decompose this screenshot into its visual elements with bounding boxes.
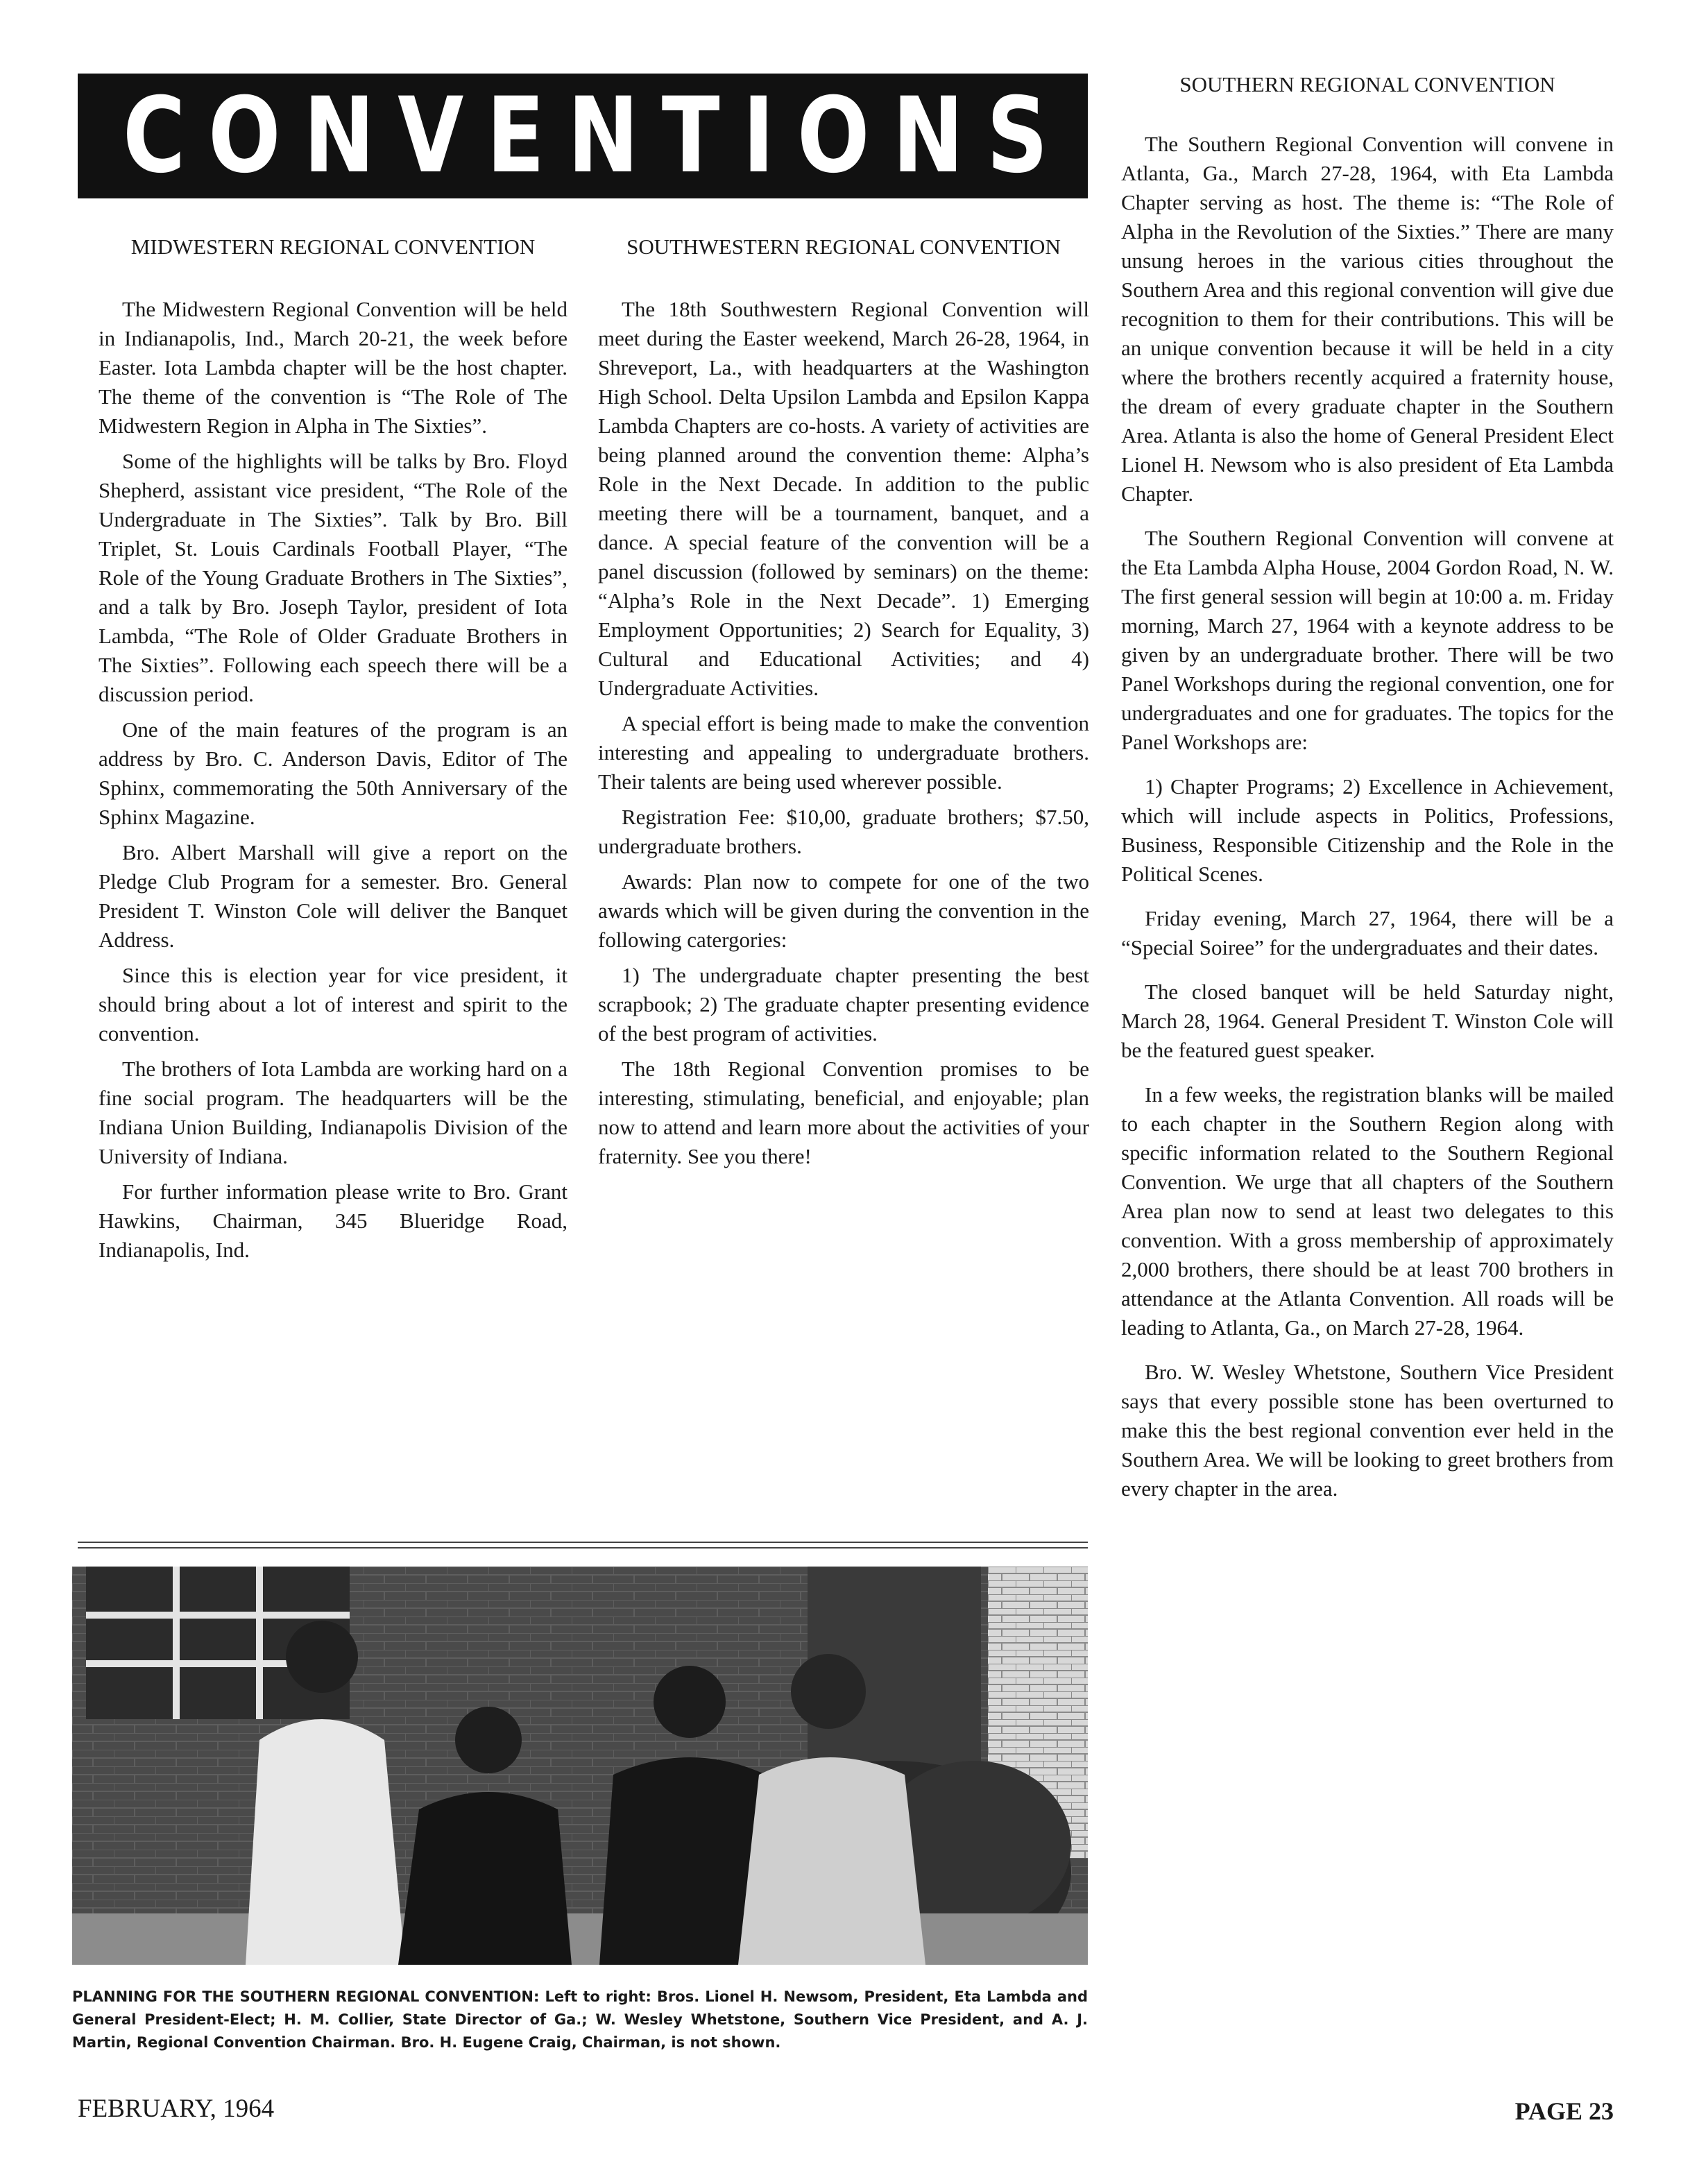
- group-photo-illustration: [72, 1567, 1088, 1965]
- southern-paragraph: The closed banquet will be held Saturday night, March 28, 1964. General President T. Winston Cole will be the featured guest speaker.: [1121, 980, 1614, 1062]
- midwestern-paragraph: Since this is election year for vice president, it should bring about a lot of interest and spirit to the convention.: [99, 963, 567, 1046]
- midwestern-paragraph: The brothers of Iota Lambda are working hard on a fine social program. The headquarters will be the Indiana Union Building, Indianapolis Division of the University of Indiana.: [99, 1057, 567, 1168]
- divider-rule: [78, 1542, 1088, 1543]
- midwestern-paragraph: Some of the highlights will be talks by Bro. Floyd Shepherd, assistant vice president, “The Role of the Undergraduate in The Sixties”. Talk by Bro. Bill Triplet, St. Louis Cardinals Football Player, “The Role of the Young Graduate Brothers in The Sixties”, and a talk by Bro. Joseph Taylor, president of Iota Lambda, “The Role of Older Graduate Brothers in The Sixties”. Following each speech there will be a discussion period.: [99, 449, 567, 706]
- photo-caption: PLANNING FOR THE SOUTHERN REGIONAL CONVENTION: Left to right: Bros. Lionel H. Newsom, President, Eta Lambda and General President-Elect; H. M. Collier, State Director of Ga.; W. Wesley Whetstone, Southern Vice President, and A. J. Martin, Regional Convention Chairman. Bro. H. Eugene Craig, Chairman, is not shown.: [72, 1988, 1088, 2051]
- page-number: PAGE 23: [1514, 2097, 1614, 2125]
- southwestern-paragraph: Awards: Plan now to compete for one of the two awards which will be given during the convention in the following catergories:: [598, 869, 1089, 952]
- southern-paragraph: Bro. W. Wesley Whetstone, Southern Vice President says that every possible stone has been overturned to make this the best regional convention ever held in the Southern Area. We will be looking to greet brothers from every chapter in the area.: [1121, 1360, 1614, 1501]
- midwestern-paragraph: The Midwestern Regional Convention will be held in Indianapolis, Ind., March 20-21, the week before Easter. Iota Lambda chapter will be the host chapter. The theme of the convention is “The Role of The Midwestern Region in Alpha in The Sixties”.: [99, 297, 567, 438]
- divider-rule: [78, 1547, 1088, 1549]
- banner-title: CONVENTIONS: [122, 76, 1071, 196]
- southern-paragraph: The Southern Regional Convention will convene at the Eta Lambda Alpha House, 2004 Gordon Road, N. W. The first general session will begin at 10:00 a. m. Friday morning, March 27, 1964 with a keynote address to be given by an undergraduate brother. There will be two Panel Workshops during the regional convention, one for undergraduates and one for graduates. The topics for the Panel Workshops are:: [1121, 526, 1614, 754]
- midwestern-paragraph: For further information please write to Bro. Grant Hawkins, Chairman, 345 Blueridge Road, Indianapolis, Ind.: [99, 1179, 567, 1262]
- midwestern-article: [99, 232, 567, 1271]
- midwestern-heading: MIDWESTERN REGIONAL CONVENTION: [130, 234, 536, 259]
- southern-paragraph: In a few weeks, the registration blanks will be mailed to each chapter in the Southern Region along with specific information related to the Southern Regional Convention. We urge that all chapters of the Southern Area plan now to send at least two delegates to this convention. With a gross membership of approximately 2,000 brothers, there should be at least 700 brothers in attendance at the Atlanta Convention. All roads will be leading to Atlanta, Ga., on March 27-28, 1964.: [1121, 1082, 1614, 1340]
- conventions-banner: [78, 74, 1088, 198]
- southwestern-heading: SOUTHWESTERN REGIONAL CONVENTION: [626, 234, 1061, 259]
- issue-date: FEBRUARY, 1964: [78, 2095, 275, 2123]
- southwestern-article: [598, 232, 1089, 1177]
- southern-paragraph: The Southern Regional Convention will convene in Atlanta, Ga., March 27-28, 1964, with Eta Lambda Chapter serving as host. The theme is: “The Role of Alpha in the Revolution of the Sixties.” There are many unsung heroes in the various cities throughout the Southern Area and this regional convention will give due recognition to them for their contributions. This will be an unique convention because it will be held in a city where the brothers recently acquired a fraternity house, the dream of every graduate chapter in the Southern Area. Atlanta is also the home of General President Elect Lionel H. Newsom who is also president of Eta Lambda Chapter.: [1121, 132, 1614, 506]
- southwestern-paragraph: 1) The undergraduate chapter presenting the best scrapbook; 2) The graduate chapter presenting evidence of the best program of activities.: [598, 963, 1089, 1046]
- southwestern-paragraph: The 18th Regional Convention promises to be interesting, stimulating, beneficial, and enjoyable; plan now to attend and learn more about the activities of your fraternity. See you there!: [598, 1057, 1089, 1168]
- southwestern-paragraph: The 18th Southwestern Regional Convention will meet during the Easter weekend, March 26-28, 1964, in Shreveport, La., with headquarters at the Washington High School. Delta Upsilon Lambda and Epsilon Kappa Lambda Chapters are co-hosts. A variety of activities are being planned around the convention theme: Alpha’s Role in the Next Decade. In addition to the public meeting there will be a tournament, banquet, and a dance. A special feature of the convention will be a panel discussion (followed by seminars) on the theme: “Alpha’s Role in the Next Decade”. 1) Emerging Employment Opportunities; 2) Search for Equality, 3) Cultural and Educational Activities; and 4) Undergraduate Activities.: [598, 297, 1089, 700]
- midwestern-paragraph: One of the main features of the program is an address by Bro. C. Anderson Davis, Editor of The Sphinx, commemorating the 50th Anniversary of the Sphinx Magazine.: [99, 717, 567, 829]
- midwestern-paragraph: Bro. Albert Marshall will give a report on the Pledge Club Program for a semester. Bro. General President T. Winston Cole will deliver the Banquet Address.: [99, 840, 567, 952]
- southern-paragraph: Friday evening, March 27, 1964, there will be a “Special Soiree” for the undergraduates and their dates.: [1121, 906, 1614, 959]
- southern-paragraph: 1) Chapter Programs; 2) Excellence in Achievement, which will include aspects in Politics, Professions, Business, Responsible Citizenship and the Role in the Political Scenes.: [1121, 774, 1614, 886]
- southwestern-paragraph: Registration Fee: $10,00, graduate brothers; $7.50, undergraduate brothers.: [598, 805, 1089, 858]
- group-photo: [72, 1567, 1088, 1965]
- southern-heading: SOUTHERN REGIONAL CONVENTION: [1179, 72, 1555, 96]
- southern-article: [1121, 69, 1614, 1519]
- southwestern-paragraph: A special effort is being made to make the convention interesting and appealing to undergraduate brothers. Their talents are being used wherever possible.: [598, 711, 1089, 794]
